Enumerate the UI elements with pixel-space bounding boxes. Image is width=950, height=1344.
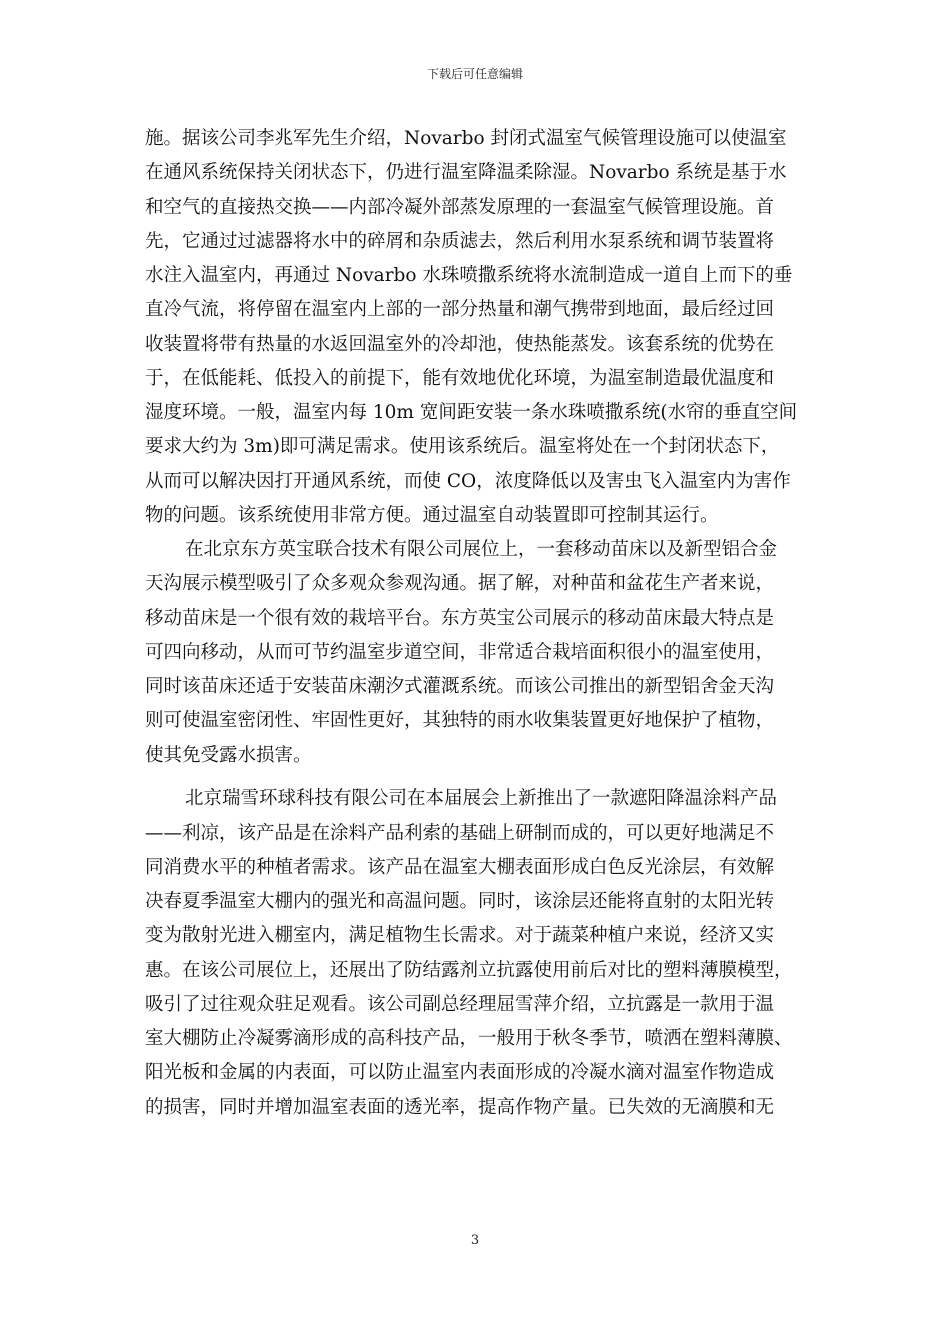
document-body	[145, 122, 805, 1125]
text-line: 同消费水平的种植者需求。该产品在温室大棚表面形成白色反光涂层，有效解	[145, 856, 775, 878]
paragraph	[145, 533, 805, 773]
text-line: 施。据该公司李兆军先生介绍，Novarbo 封闭式温室气候管理设施可以使温室	[145, 128, 787, 149]
text-line: 使其免受露水损害。	[145, 744, 312, 766]
text-line: 同时该苗床还适于安装苗床潮汐式灌溉系统。而该公司推出的新型铝舍金天沟	[145, 676, 775, 697]
text-line: 吸引了过往观众驻足观看。该公司副总经理屈雪萍介绍，立抗露是一款用于温	[145, 993, 775, 1015]
text-line: 物的问题。该系统使用非常方便。通过温室自动装置即可控制其运行。	[145, 504, 719, 526]
page-header: 下载后可任意编辑	[426, 67, 523, 81]
text-line: 的损害，同时并增加温室表面的透光率，提高作物产量。已失效的无滴膜和无	[145, 1096, 775, 1118]
text-line: 湿度环境。一般，温室内每 10m 宽间距安装一条水珠喷撒系统(水帘的垂直空间	[145, 402, 798, 423]
text-line: 和空气的直接热交换——内部冷凝外部蒸发原理的一套温室气候管理设施。首	[145, 196, 775, 218]
text-line: 可四向移动，从而可节约温室步道空间，非常适合栽培面积很小的温室使用，	[145, 641, 775, 663]
text-line: 移动苗床是一个很有效的栽培平台。东方英宝公司展示的移动苗床最大特点是	[145, 607, 775, 629]
text-line: 则可使温室密闭性、牢固性更好，其独特的雨水收集装置更好地保护了植物，	[145, 710, 775, 732]
text-line: 从而可以解决因打开通风系统，而使 CO，浓度降低以及害虫飞入温室内为害作	[145, 470, 791, 492]
paragraph	[145, 122, 805, 533]
text-line: 要求大约为 3m)即可满足需求。使用该系统后。温室将处在一个封闭状态下，	[145, 436, 780, 458]
text-line: 于，在低能耗、低投入的前提下，能有效地优化环境，为温室制造最优温度和	[145, 367, 775, 389]
text-line: 水注入温室内，再通过 Novarbo 水珠喷撒系统将水流制造成一道自上而下的垂	[145, 265, 793, 286]
text-line: 在通风系统保持关闭状态下，仍进行温室降温柔除湿。Novarbo 系统是基于水	[145, 162, 787, 184]
text-line: 先，它通过过滤器将水中的碎屑和杂质滤去，然后利用水泵系统和调节装置将	[145, 230, 775, 252]
text-line: 决春夏季温室大棚内的强光和高温问题。同时，该涂层还能将直射的太阳光转	[145, 891, 775, 912]
page-number: 3	[470, 1233, 480, 1248]
paragraph	[145, 782, 805, 1125]
text-line: 阳光板和金属的内表面，可以防止温室内表面形成的冷凝水滴对温室作物造成	[145, 1062, 775, 1084]
text-line: 室大棚防止冷凝雾滴形成的高科技产品，一般用于秋冬季节，喷洒在塑料薄膜、	[145, 1028, 793, 1049]
text-line: 天沟展示模型吸引了众多观众参观沟通。据了解，对种苗和盆花生产者来说，	[145, 573, 775, 595]
text-line: 在北京东方英宝联合技术有限公司展位上，一套移动苗床以及新型铝合金	[185, 539, 778, 560]
text-line: 北京瑞雪环球科技有限公司在本届展会上新推出了一款遮阳降温涂料产品	[185, 788, 778, 810]
text-line: 惠。在该公司展位上，还展出了防结露剂立抗露使用前后对比的塑料薄膜模型，	[145, 959, 793, 981]
text-line: 收装置将带有热量的水返回温室外的冷却池，使热能蒸发。该套系统的优势在	[145, 333, 775, 355]
text-line: ——利凉，该产品是在涂料产品利索的基础上研制而成的，可以更好地满足不	[145, 822, 775, 844]
text-line: 直冷气流，将停留在温室内上部的一部分热量和潮气携带到地面，最后经过回	[145, 299, 775, 321]
text-line: 变为散射光进入棚室内，满足植物生长需求。对于蔬菜种植户来说，经济又实	[145, 925, 775, 947]
